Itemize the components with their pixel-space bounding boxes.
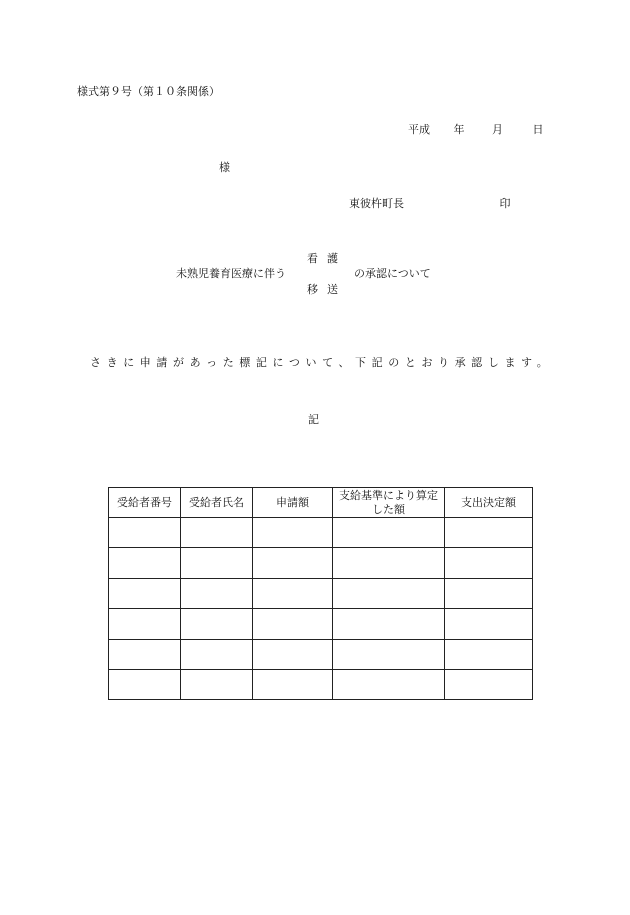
subject-suffix: の承認について — [354, 267, 431, 280]
sender-line — [349, 198, 511, 209]
cell-recipient-number[interactable] — [109, 639, 181, 669]
header-recipient-name: 受給者氏名 — [181, 488, 253, 518]
cell-calculated-amount[interactable] — [333, 548, 445, 578]
subject-option-nursing: 看護 — [307, 252, 347, 265]
table-row — [109, 669, 533, 699]
date-era: 平成 — [408, 123, 430, 136]
table-header-row — [109, 488, 533, 518]
cell-requested-amount[interactable] — [253, 578, 333, 608]
subject-prefix: 未熟児養育医療に伴う — [176, 267, 286, 280]
detail-table — [108, 487, 533, 700]
cell-decided-amount[interactable] — [445, 548, 533, 578]
cell-recipient-number[interactable] — [109, 518, 181, 548]
cell-requested-amount[interactable] — [253, 609, 333, 639]
cell-recipient-name[interactable] — [181, 609, 253, 639]
table-row — [109, 639, 533, 669]
cell-recipient-name[interactable] — [181, 518, 253, 548]
cell-decided-amount[interactable] — [445, 578, 533, 608]
header-requested-amount: 申請額 — [253, 488, 333, 518]
cell-decided-amount[interactable] — [445, 669, 533, 699]
cell-calculated-amount[interactable] — [333, 669, 445, 699]
table-row — [109, 578, 533, 608]
cell-requested-amount[interactable] — [253, 669, 333, 699]
form-number: 様式第９号（第１０条関係） — [77, 85, 220, 98]
header-decided-amount: 支出決定額 — [445, 488, 533, 518]
cell-calculated-amount[interactable] — [333, 578, 445, 608]
subject-option-transport: 移送 — [307, 283, 347, 296]
date-year-label: 年 — [453, 123, 465, 136]
cell-recipient-name[interactable] — [181, 548, 253, 578]
cell-recipient-name[interactable] — [181, 578, 253, 608]
table-row — [109, 518, 533, 548]
cell-decided-amount[interactable] — [445, 518, 533, 548]
body-text: さきに申請があった標記について、下記のとおり承認します。 — [90, 356, 554, 369]
cell-recipient-name[interactable] — [181, 639, 253, 669]
date-line — [408, 124, 544, 135]
cell-decided-amount[interactable] — [445, 639, 533, 669]
date-day-label: 日 — [532, 123, 544, 136]
ki-heading: 記 — [308, 413, 319, 426]
cell-recipient-name[interactable] — [181, 669, 253, 699]
cell-calculated-amount[interactable] — [333, 518, 445, 548]
cell-calculated-amount[interactable] — [333, 639, 445, 669]
addressee-suffix: 様 — [219, 161, 230, 174]
table-row — [109, 548, 533, 578]
table-row — [109, 609, 533, 639]
header-calculated-amount: 支給基準により算定した額 — [333, 488, 445, 518]
cell-recipient-number[interactable] — [109, 669, 181, 699]
cell-recipient-number[interactable] — [109, 578, 181, 608]
sender-title: 東彼杵町長 — [349, 197, 404, 210]
cell-recipient-number[interactable] — [109, 609, 181, 639]
cell-requested-amount[interactable] — [253, 518, 333, 548]
cell-recipient-number[interactable] — [109, 548, 181, 578]
seal-mark: 印 — [499, 197, 511, 210]
cell-calculated-amount[interactable] — [333, 609, 445, 639]
header-recipient-number: 受給者番号 — [109, 488, 181, 518]
cell-requested-amount[interactable] — [253, 548, 333, 578]
cell-requested-amount[interactable] — [253, 639, 333, 669]
cell-decided-amount[interactable] — [445, 609, 533, 639]
date-month-label: 月 — [492, 123, 503, 136]
